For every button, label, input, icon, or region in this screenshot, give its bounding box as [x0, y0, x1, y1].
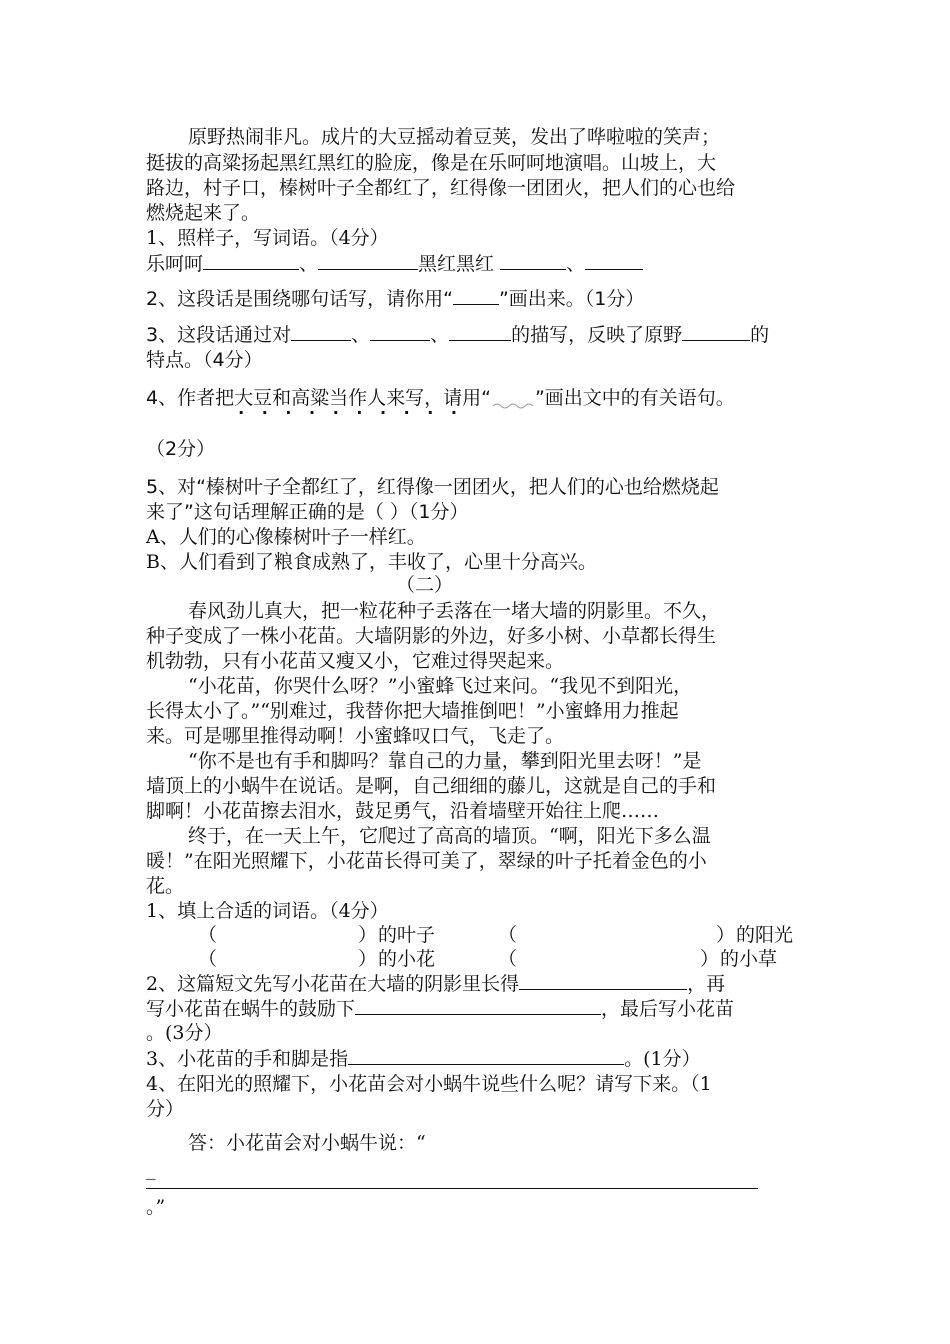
- question-1-title: 1、照样子，写词语。（4分）: [146, 227, 389, 249]
- passage2-line: 终于，在一天上午，它爬过了高高的墙顶。“啊，阳光下多么温: [188, 825, 711, 847]
- passage2-line: “小花苗，你哭什么呀？”小蜜蜂飞过来问。“我见不到阳光，: [188, 675, 693, 697]
- question-4-end: ”画出文中的有关语句。: [534, 387, 735, 409]
- section-2-title: （二）: [396, 574, 454, 596]
- question-text: 2、这篇短文先写小花苗在大墙的阴影里长得: [146, 973, 520, 995]
- question-text: 写小花苗在蜗牛的鼓励下: [146, 998, 356, 1020]
- separator: 、: [430, 324, 450, 346]
- answer-blank[interactable]: [355, 1013, 601, 1015]
- separator: 、: [299, 253, 319, 275]
- passage2-line: “你不是也有手和脚吗？靠自己的力量，攀到阳光里去呀！”是: [188, 750, 702, 772]
- question-text: ，最后写小花苗: [601, 998, 735, 1020]
- option-b[interactable]: B、人们看到了粮食成熟了，丰收了，心里十分高兴。: [146, 551, 597, 573]
- question-5-line-2: 来了”这句话理解正确的是（ ）（1分）: [146, 501, 469, 523]
- question-4-line-2: （2分）: [146, 438, 216, 460]
- passage2-line: 墙顶上的小蜗牛在说话。是啊，自己细细的藤儿，这就是自己的手和: [146, 775, 717, 797]
- fill-paren-close: ）: [358, 948, 378, 970]
- question-points: 。(1分）: [624, 1048, 701, 1070]
- question-4: [146, 385, 735, 411]
- section-2-question-3: [146, 1046, 701, 1072]
- fill-word-d: 的小草: [720, 948, 778, 970]
- fill-word-c: 的小花: [378, 948, 436, 970]
- fill-paren-open: （: [498, 924, 518, 946]
- fill-word-b: 的阳光: [736, 924, 794, 946]
- question-4-middle: ，请用“: [424, 387, 491, 409]
- answer-blank[interactable]: [585, 268, 643, 270]
- section-2-question-4-line-2: 分）: [146, 1098, 185, 1120]
- section-2-question-2-line-3: 。(3分）: [146, 1022, 223, 1044]
- section-2-question-1-title: 1、填上合适的词语。（4分）: [146, 900, 389, 922]
- answer-blank[interactable]: [370, 339, 430, 341]
- option-a[interactable]: A、人们的心像榛树叶子一样红。: [146, 526, 426, 548]
- passage1-line-3: 路边，村子口，榛树叶子全都红了，红得像一团团火，把人们的心也给: [146, 177, 736, 199]
- example-word-1: 乐呵呵: [146, 253, 204, 275]
- answer-dash: _: [146, 1158, 156, 1180]
- separator: 、: [566, 253, 586, 275]
- answer-line[interactable]: [146, 1188, 758, 1189]
- fill-paren-open: （: [198, 948, 218, 970]
- passage2-line: 机勃勃，只有小花苗又瘦又小，它难过得哭起来。: [146, 650, 565, 672]
- question-text: 3、小花苗的手和脚是指: [146, 1048, 349, 1070]
- question-5-line-1: 5、对“榛树叶子全都红了，红得像一团团火，把人们的心也给燃烧起: [146, 476, 719, 498]
- answer-blank[interactable]: [348, 1063, 624, 1065]
- answer-blank[interactable]: [500, 268, 566, 270]
- section-2-question-2-line-2: [146, 996, 734, 1022]
- fill-paren-close: ）: [358, 924, 378, 946]
- passage2-line: 种子变成了一株小花苗。大墙阴影的外边，好多小树、小草都长得生: [146, 625, 717, 647]
- answer-blank[interactable]: [449, 339, 511, 341]
- passage2-line: 暖！”在阳光照耀下，小花苗长得可美了，翠绿的叶子托着金色的小: [146, 850, 707, 872]
- fill-paren-open: （: [498, 948, 518, 970]
- separator: 、: [351, 324, 371, 346]
- question-2-text: 2、这段话是围绕哪句话写，请你用“: [146, 288, 453, 310]
- question-3-end: 的: [750, 324, 770, 346]
- question-text: ，再: [687, 973, 726, 995]
- passage1-line-1: 原野热闹非凡。成片的大豆摇动着豆荚，发出了哗啦啦的笑声；: [188, 126, 721, 148]
- question-2: [146, 286, 644, 312]
- example-word-2: 黑红黑红: [418, 253, 495, 275]
- answer-blank[interactable]: [318, 268, 418, 270]
- question-3-text: 3、这段话通过对: [146, 324, 292, 346]
- answer-end: 。”: [146, 1196, 166, 1218]
- fill-paren-close: ）: [716, 924, 736, 946]
- answer-prompt: 答：小花苗会对小蜗牛说：“: [188, 1132, 426, 1154]
- section-2-question-2-line-1: [146, 971, 725, 997]
- dotted-emphasis-text: 大豆和高粱当作人来写 · · ·: [234, 387, 424, 409]
- question-3-middle: 的描写，反映了原野: [511, 324, 683, 346]
- passage1-line-4: 燃烧起来了。: [146, 202, 261, 224]
- question-3-line-2: 特点。（4分）: [146, 349, 263, 371]
- question-4-text: 4、作者把: [146, 387, 235, 409]
- question-2-points: ”画出来。（1分）: [498, 288, 645, 310]
- question-3: [146, 322, 769, 348]
- section-2-question-4-line-1: 4、在阳光的照耀下，小花苗会对小蜗牛说些什么呢？请写下来。（1: [146, 1073, 712, 1095]
- passage1-line-2: 挺拔的高粱扬起黑红黑红的脸庞，像是在乐呵呵地演唱。山坡上，大: [146, 152, 717, 174]
- passage2-line: 长得太小了。”“别难过，我替你把大墙推倒吧！”小蜜蜂用力推起: [146, 700, 679, 722]
- question-1-answer-line: [146, 251, 643, 277]
- fill-word-a: 的叶子: [378, 924, 436, 946]
- underline-sample: [453, 303, 499, 305]
- wavy-underline-icon: [491, 392, 535, 410]
- passage2-line: 来。可是哪里推得动啊！小蜜蜂叹口气，飞走了。: [146, 725, 565, 747]
- passage2-line: 春风劲儿真大，把一粒花种子丢落在一堵大墙的阴影里。不久，: [188, 600, 721, 622]
- answer-blank[interactable]: [291, 339, 351, 341]
- answer-blank[interactable]: [203, 268, 299, 270]
- fill-paren-close: ）: [700, 948, 720, 970]
- passage2-line: 花。: [146, 875, 185, 897]
- passage2-line: 脚啊！小花苗擦去泪水，鼓足勇气，沿着墙壁开始往上爬……: [146, 800, 660, 822]
- fill-paren-open: （: [198, 924, 218, 946]
- answer-blank[interactable]: [519, 988, 687, 990]
- answer-blank[interactable]: [682, 339, 750, 341]
